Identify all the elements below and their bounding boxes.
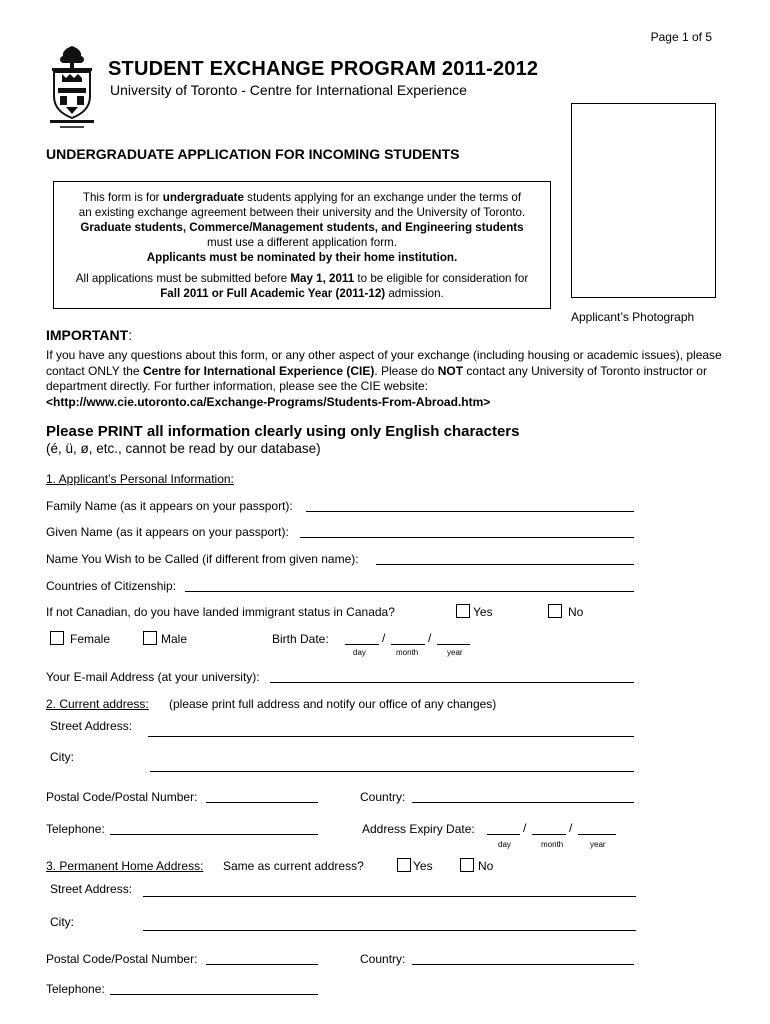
print-notice-note: (é, ü, ø, etc., cannot be read by our database) xyxy=(46,441,321,456)
birth-month-field[interactable] xyxy=(391,644,425,645)
date-separator: / xyxy=(428,631,432,645)
university-crest-icon xyxy=(46,44,98,130)
important-part: . Please do xyxy=(374,363,438,378)
female-checkbox[interactable] xyxy=(50,631,64,645)
section3-heading: 3. Permanent Home Address: xyxy=(46,859,204,873)
current-city-field[interactable] xyxy=(150,771,634,772)
birth-date-label: Birth Date: xyxy=(272,632,329,646)
important-heading xyxy=(46,327,132,343)
same-address-question: Same as current address? xyxy=(223,859,364,873)
current-street-label: Street Address: xyxy=(50,719,133,733)
landed-no-label: No xyxy=(568,605,584,619)
section1-heading: 1. Applicant’s Personal Information: xyxy=(46,472,234,486)
landed-status-question: If not Canadian, do you have landed immigrant status in Canada? xyxy=(46,605,395,619)
permanent-telephone-field[interactable] xyxy=(110,994,318,995)
notice-line: an existing exchange agreement between their university and the University of Toronto. xyxy=(78,206,526,219)
same-address-yes-checkbox[interactable] xyxy=(397,858,411,872)
birth-day-field[interactable] xyxy=(345,644,379,645)
important-part: If you have any questions about this form, or any other aspect of your exchange (including housing or academic issues), please contact ONLY the xyxy=(46,348,722,378)
permanent-postal-label: Postal Code/Postal Number: xyxy=(46,952,198,966)
expiry-month-field[interactable] xyxy=(532,834,566,835)
notice-emphasis: May 1, 2011 xyxy=(290,272,355,285)
landed-no-checkbox[interactable] xyxy=(548,604,562,618)
notice-text: admission. xyxy=(385,287,444,300)
birth-year-field[interactable] xyxy=(437,644,470,645)
notice-line xyxy=(54,220,550,235)
expiry-day-field[interactable] xyxy=(487,834,520,835)
section2-note: (please print full address and notify our office of any changes) xyxy=(169,697,497,711)
page-subtitle: University of Toronto - Centre for International Experience xyxy=(110,82,467,98)
photo-box[interactable] xyxy=(571,103,716,298)
notice-text: All applications must be submitted before xyxy=(75,272,291,285)
notice-line: must use a different application form. xyxy=(207,236,397,249)
landed-yes-checkbox[interactable] xyxy=(456,604,470,618)
citizenship-label: Countries of Citizenship: xyxy=(46,579,177,593)
given-name-field[interactable] xyxy=(300,537,634,538)
landed-yes-label: Yes xyxy=(473,605,493,619)
current-telephone-label: Telephone: xyxy=(46,822,105,836)
important-part: contact any University of Toronto instructor or department directly. For further information, please see the CIE website: xyxy=(46,363,707,393)
male-checkbox[interactable] xyxy=(143,631,157,645)
permanent-city-field[interactable] xyxy=(143,930,636,931)
important-part: Centre for International Experience (CIE) xyxy=(142,363,375,378)
permanent-country-label: Country: xyxy=(360,952,406,966)
notice-box xyxy=(53,181,551,309)
date-separator: / xyxy=(523,821,527,835)
male-label: Male xyxy=(161,632,188,646)
notice-emphasis: Graduate students, Commerce/Management students, and Engineering students xyxy=(80,221,524,234)
email-label: Your E-mail Address (at your university): xyxy=(46,670,260,684)
print-notice: Please PRINT all information clearly using only English characters xyxy=(46,423,520,440)
female-label: Female xyxy=(70,632,111,646)
date-separator: / xyxy=(569,821,573,835)
citizenship-field[interactable] xyxy=(185,591,634,592)
permanent-city-label: City: xyxy=(50,915,74,929)
current-telephone-field[interactable] xyxy=(110,834,318,835)
important-part: NOT xyxy=(437,363,464,378)
notice-emphasis: Fall 2011 or Full Academic Year (2011-12) xyxy=(160,287,386,300)
notice-text: This form is for xyxy=(82,191,163,204)
current-postal-field[interactable] xyxy=(206,802,318,803)
same-address-no-checkbox[interactable] xyxy=(460,858,474,872)
permanent-street-field[interactable] xyxy=(143,896,636,897)
notice-line xyxy=(54,250,550,265)
page-number: Page 1 of 5 xyxy=(650,30,712,44)
permanent-telephone-label: Telephone: xyxy=(46,982,105,996)
expiry-year-field[interactable] xyxy=(578,834,616,835)
birth-month-caption: month xyxy=(396,648,419,657)
birth-year-caption: year xyxy=(447,648,463,657)
current-country-field[interactable] xyxy=(412,802,634,803)
current-country-label: Country: xyxy=(360,790,406,804)
permanent-postal-field[interactable] xyxy=(206,964,318,965)
birth-day-caption: day xyxy=(353,648,366,657)
current-street-field[interactable] xyxy=(148,736,634,737)
notice-text: students applying for an exchange under the terms of xyxy=(243,191,522,204)
photo-caption: Applicant’s Photograph xyxy=(571,310,695,324)
notice-line xyxy=(54,286,550,301)
expiry-month-caption: month xyxy=(541,840,564,849)
section2-heading: 2. Current address: xyxy=(46,697,149,711)
expiry-year-caption: year xyxy=(590,840,606,849)
important-colon: : xyxy=(128,327,133,343)
notice-emphasis: undergraduate xyxy=(162,191,244,204)
notice-line xyxy=(54,271,550,286)
notice-line xyxy=(54,190,550,205)
called-name-label: Name You Wish to be Called (if different from given name): xyxy=(46,552,359,566)
current-city-label: City: xyxy=(50,750,74,764)
same-address-no-label: No xyxy=(478,859,494,873)
permanent-street-label: Street Address: xyxy=(50,882,133,896)
same-address-yes-label: Yes xyxy=(413,859,433,873)
application-title: UNDERGRADUATE APPLICATION FOR INCOMING STUDENTS xyxy=(46,146,460,162)
given-name-label: Given Name (as it appears on your passport): xyxy=(46,525,289,539)
notice-emphasis: Applicants must be nominated by their home institution. xyxy=(146,251,458,264)
date-separator: / xyxy=(382,631,386,645)
important-label: IMPORTANT xyxy=(46,327,129,343)
current-postal-label: Postal Code/Postal Number: xyxy=(46,790,198,804)
family-name-field[interactable] xyxy=(306,511,634,512)
page-title: STUDENT EXCHANGE PROGRAM 2011-2012 xyxy=(108,58,539,80)
family-name-label: Family Name (as it appears on your passport): xyxy=(46,499,293,513)
important-text xyxy=(46,348,736,410)
email-field[interactable] xyxy=(270,682,634,683)
notice-text: to be eligible for consideration for xyxy=(354,272,529,285)
expiry-date-label: Address Expiry Date: xyxy=(362,822,475,836)
cie-website-link[interactable]: <http://www.cie.utoronto.ca/Exchange-Programs/Students-From-Abroad.htm> xyxy=(46,394,491,409)
called-name-field[interactable] xyxy=(376,564,634,565)
permanent-country-field[interactable] xyxy=(412,964,634,965)
expiry-day-caption: day xyxy=(498,840,511,849)
